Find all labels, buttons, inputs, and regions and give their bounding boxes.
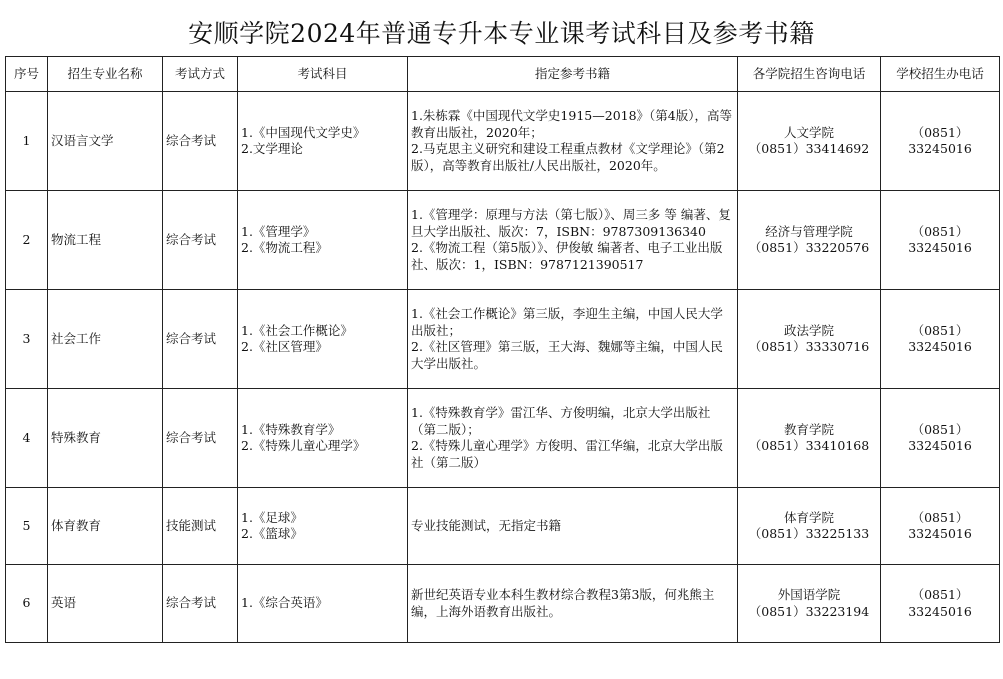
- subject-item: 2.《特殊儿童心理学》: [241, 438, 366, 453]
- cell-school-phone: （0851）33245016: [881, 92, 1000, 191]
- cell-college-phone: [738, 389, 881, 488]
- cell-subjects: [238, 389, 408, 488]
- header-seq: 序号: [6, 57, 48, 92]
- cell-major: 特殊教育: [48, 389, 163, 488]
- college-name: 政法学院: [783, 322, 834, 338]
- book-item: 1.《管理学：原理与方法（第七版）》、周三多 等 编著、复旦大学出版社、版次：7，ISBN：9787309136340: [411, 207, 731, 239]
- table-row: [6, 565, 1000, 643]
- table-row: [6, 389, 1000, 488]
- book-item: 1.朱栋霖《中国现代文学史1915—2018》（第4版），高等教育出版社，2020年；: [411, 108, 733, 140]
- cell-school-phone: （0851）33245016: [881, 565, 1000, 643]
- subject-item: 2.文学理论: [241, 141, 303, 156]
- cell-college-phone: [738, 565, 881, 643]
- cell-college-phone: [738, 92, 881, 191]
- header-major: 招生专业名称: [48, 57, 163, 92]
- table-row: [6, 92, 1000, 191]
- cell-school-phone: （0851）33245016: [881, 191, 1000, 290]
- college-name: 人文学院: [783, 124, 834, 140]
- cell-seq: 5: [6, 488, 48, 565]
- cell-college-phone: [738, 290, 881, 389]
- header-method: 考试方式: [163, 57, 238, 92]
- book-item: 2.《特殊儿童心理学》方俊明、雷江华编，北京大学出版社（第二版）: [411, 438, 723, 470]
- cell-subjects: [238, 488, 408, 565]
- subject-item: 1.《特殊教育学》: [241, 421, 341, 437]
- cell-school-phone: （0851）33245016: [881, 488, 1000, 565]
- college-phone: （0851）33220576: [748, 240, 870, 255]
- cell-subjects: [238, 191, 408, 290]
- subject-item: 2.《社区管理》: [241, 339, 328, 354]
- book-item: 1.《特殊教育学》雷江华、方俊明编，北京大学出版社（第二版）；: [411, 405, 711, 437]
- cell-books: [408, 488, 738, 565]
- cell-seq: 3: [6, 290, 48, 389]
- cell-method: 综合考试: [163, 191, 238, 290]
- table-row: [6, 191, 1000, 290]
- cell-books: [408, 565, 738, 643]
- book-item: 1.《社会工作概论》第三版，李迎生主编，中国人民大学出版社；: [411, 306, 723, 338]
- college-phone: （0851）33330716: [748, 339, 870, 354]
- cell-subjects: [238, 92, 408, 191]
- subject-item: 2.《篮球》: [241, 526, 303, 541]
- cell-books: [408, 290, 738, 389]
- table-row: [6, 290, 1000, 389]
- cell-school-phone: （0851）33245016: [881, 290, 1000, 389]
- header-college-phone: 各学院招生咨询电话: [738, 57, 881, 92]
- cell-major: 社会工作: [48, 290, 163, 389]
- subject-item: 1.《中国现代文学史》: [241, 124, 366, 140]
- page-title: 安顺学院2024年普通专升本专业课考试科目及参考书籍: [188, 19, 815, 48]
- subject-item: 1.《社会工作概论》: [241, 322, 353, 338]
- cell-books: [408, 389, 738, 488]
- cell-seq: 4: [6, 389, 48, 488]
- college-phone: （0851）33225133: [748, 526, 870, 541]
- cell-major: 体育教育: [48, 488, 163, 565]
- book-item: 新世纪英语专业本科生教材综合教程3第3版，何兆熊主编，上海外语教育出版社。: [411, 587, 715, 619]
- cell-seq: 1: [6, 92, 48, 191]
- cell-school-phone: （0851）33245016: [881, 389, 1000, 488]
- book-item: 2.《社区管理》第三版，王大海、魏娜等主编，中国人民大学出版社。: [411, 339, 723, 371]
- cell-major: 物流工程: [48, 191, 163, 290]
- cell-major: 汉语言文学: [48, 92, 163, 191]
- book-item: 专业技能测试，无指定书籍: [411, 517, 562, 533]
- college-name: 教育学院: [783, 421, 834, 437]
- subject-item: 2.《物流工程》: [241, 240, 328, 255]
- college-phone: （0851）33223194: [748, 603, 870, 619]
- subject-item: 1.《综合英语》: [241, 595, 328, 611]
- exam-table: [5, 56, 1000, 643]
- college-phone: （0851）33410168: [748, 438, 870, 453]
- cell-method: 综合考试: [163, 389, 238, 488]
- college-name: 体育学院: [783, 509, 834, 525]
- college-name: 外国语学院: [777, 587, 841, 602]
- college-phone: （0851）33414692: [748, 141, 870, 156]
- cell-college-phone: [738, 488, 881, 565]
- cell-major: 英语: [48, 565, 163, 643]
- subject-item: 1.《管理学》: [241, 223, 316, 239]
- cell-method: 综合考试: [163, 565, 238, 643]
- book-item: 2.马克思主义研究和建设工程重点教材《文学理论》（第2版），高等教育出版社/人民出版社，2020年。: [411, 141, 725, 173]
- subject-item: 1.《足球》: [241, 509, 303, 525]
- cell-seq: 6: [6, 565, 48, 643]
- cell-books: [408, 191, 738, 290]
- header-row: [6, 57, 1000, 92]
- cell-seq: 2: [6, 191, 48, 290]
- cell-subjects: [238, 565, 408, 643]
- cell-books: [408, 92, 738, 191]
- cell-subjects: [238, 290, 408, 389]
- header-subject: 考试科目: [238, 57, 408, 92]
- header-school-phone: 学校招生办电话: [881, 57, 1000, 92]
- cell-method: 综合考试: [163, 92, 238, 191]
- cell-method: 技能测试: [163, 488, 238, 565]
- college-name: 经济与管理学院: [765, 223, 853, 239]
- header-books: 指定参考书籍: [408, 57, 738, 92]
- cell-method: 综合考试: [163, 290, 238, 389]
- cell-college-phone: [738, 191, 881, 290]
- table-row: [6, 488, 1000, 565]
- book-item: 2.《物流工程（第5版）》、伊俊敏 编著者、电子工业出版社、版次：1，ISBN：9787121390517: [411, 240, 723, 272]
